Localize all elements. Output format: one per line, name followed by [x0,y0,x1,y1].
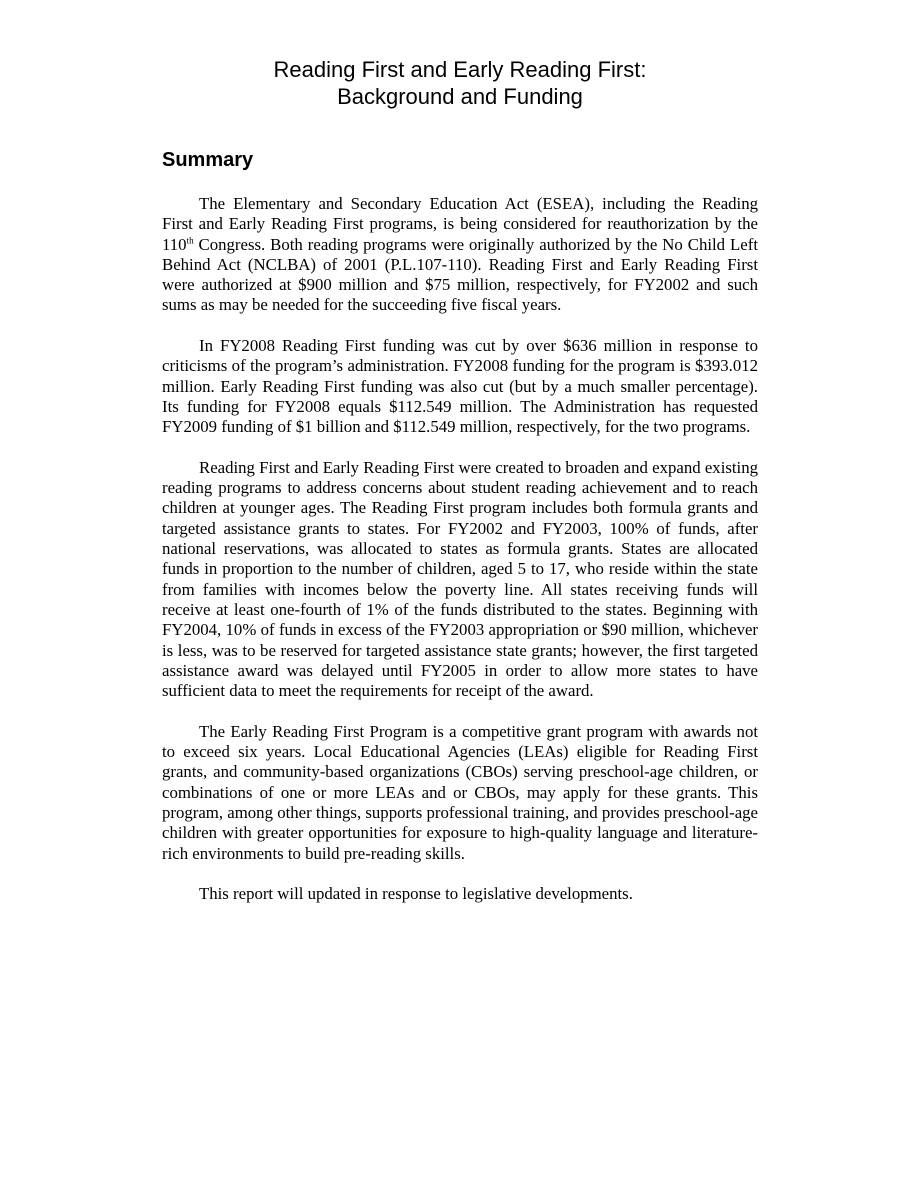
paragraph-2: In FY2008 Reading First funding was cut by over $636 million in response to criticisms of the program’s administration. FY2008 funding for the program is $393.012 million. Early Reading First funding was also cut (but by a much smaller percentage). Its funding for FY2008 equals $112.549 million. The Administration has requested FY2009 funding of $1 billion and $112.549 million, respectively, for the two programs. [162,336,758,437]
paragraph-1 [162,194,758,316]
paragraph-1-part-b: Congress. Both reading programs were originally authorized by the No Child Left Behind Act (NCLBA) of 2001 (P.L.107-110). Reading First and Early Reading First were authorized at $900 million and $75 million, respectively, for FY2002 and such sums as may be needed for the succeeding five fiscal years. [162,234,758,315]
summary-body [162,194,758,925]
document-title [162,56,758,110]
paragraph-4: The Early Reading First Program is a competitive grant program with awards not to exceed six years. Local Educational Agencies (LEAs) eligible for Reading First grants, and community-based organizations (CBOs) serving preschool-age children, or combinations of one or more LEAs and or CBOs, may apply for these grants. This program, among other things, supports professional training, and provides preschool-age children with greater opportunities for exposure to high-quality language and literature-rich environments to build pre-reading skills. [162,721,758,863]
paragraph-3: Reading First and Early Reading First were created to broaden and expand existing reading programs to address concerns about student reading achievement and to reach children at younger ages. The Reading First program includes both formula grants and targeted assistance grants to states. For FY2002 and FY2003, 100% of funds, after national reservations, was allocated to states as formula grants. States are allocated funds in proportion to the number of children, aged 5 to 17, who reside within the state from families with incomes below the poverty line. All states receiving funds will receive at least one-fourth of 1% of the funds distributed to the states. Beginning with FY2004, 10% of funds in excess of the FY2003 appropriation or $90 million, whichever is less, was to be reserved for targeted assistance state grants; however, the first targeted assistance award was delayed until FY2005 in order to allow more states to have sufficient data to meet the requirements for receipt of the award. [162,457,758,701]
title-line-2: Background and Funding [337,84,583,109]
paragraph-1-part-a: The Elementary and Secondary Education Act (ESEA), including the Reading First and Early Reading First programs, is being considered for reauthorization by the 110 [162,194,758,254]
title-line-1: Reading First and Early Reading First: [273,57,647,82]
paragraph-5: This report will updated in response to legislative developments. [199,884,633,904]
summary-heading: Summary [162,149,254,171]
ordinal-superscript: th [186,235,194,245]
